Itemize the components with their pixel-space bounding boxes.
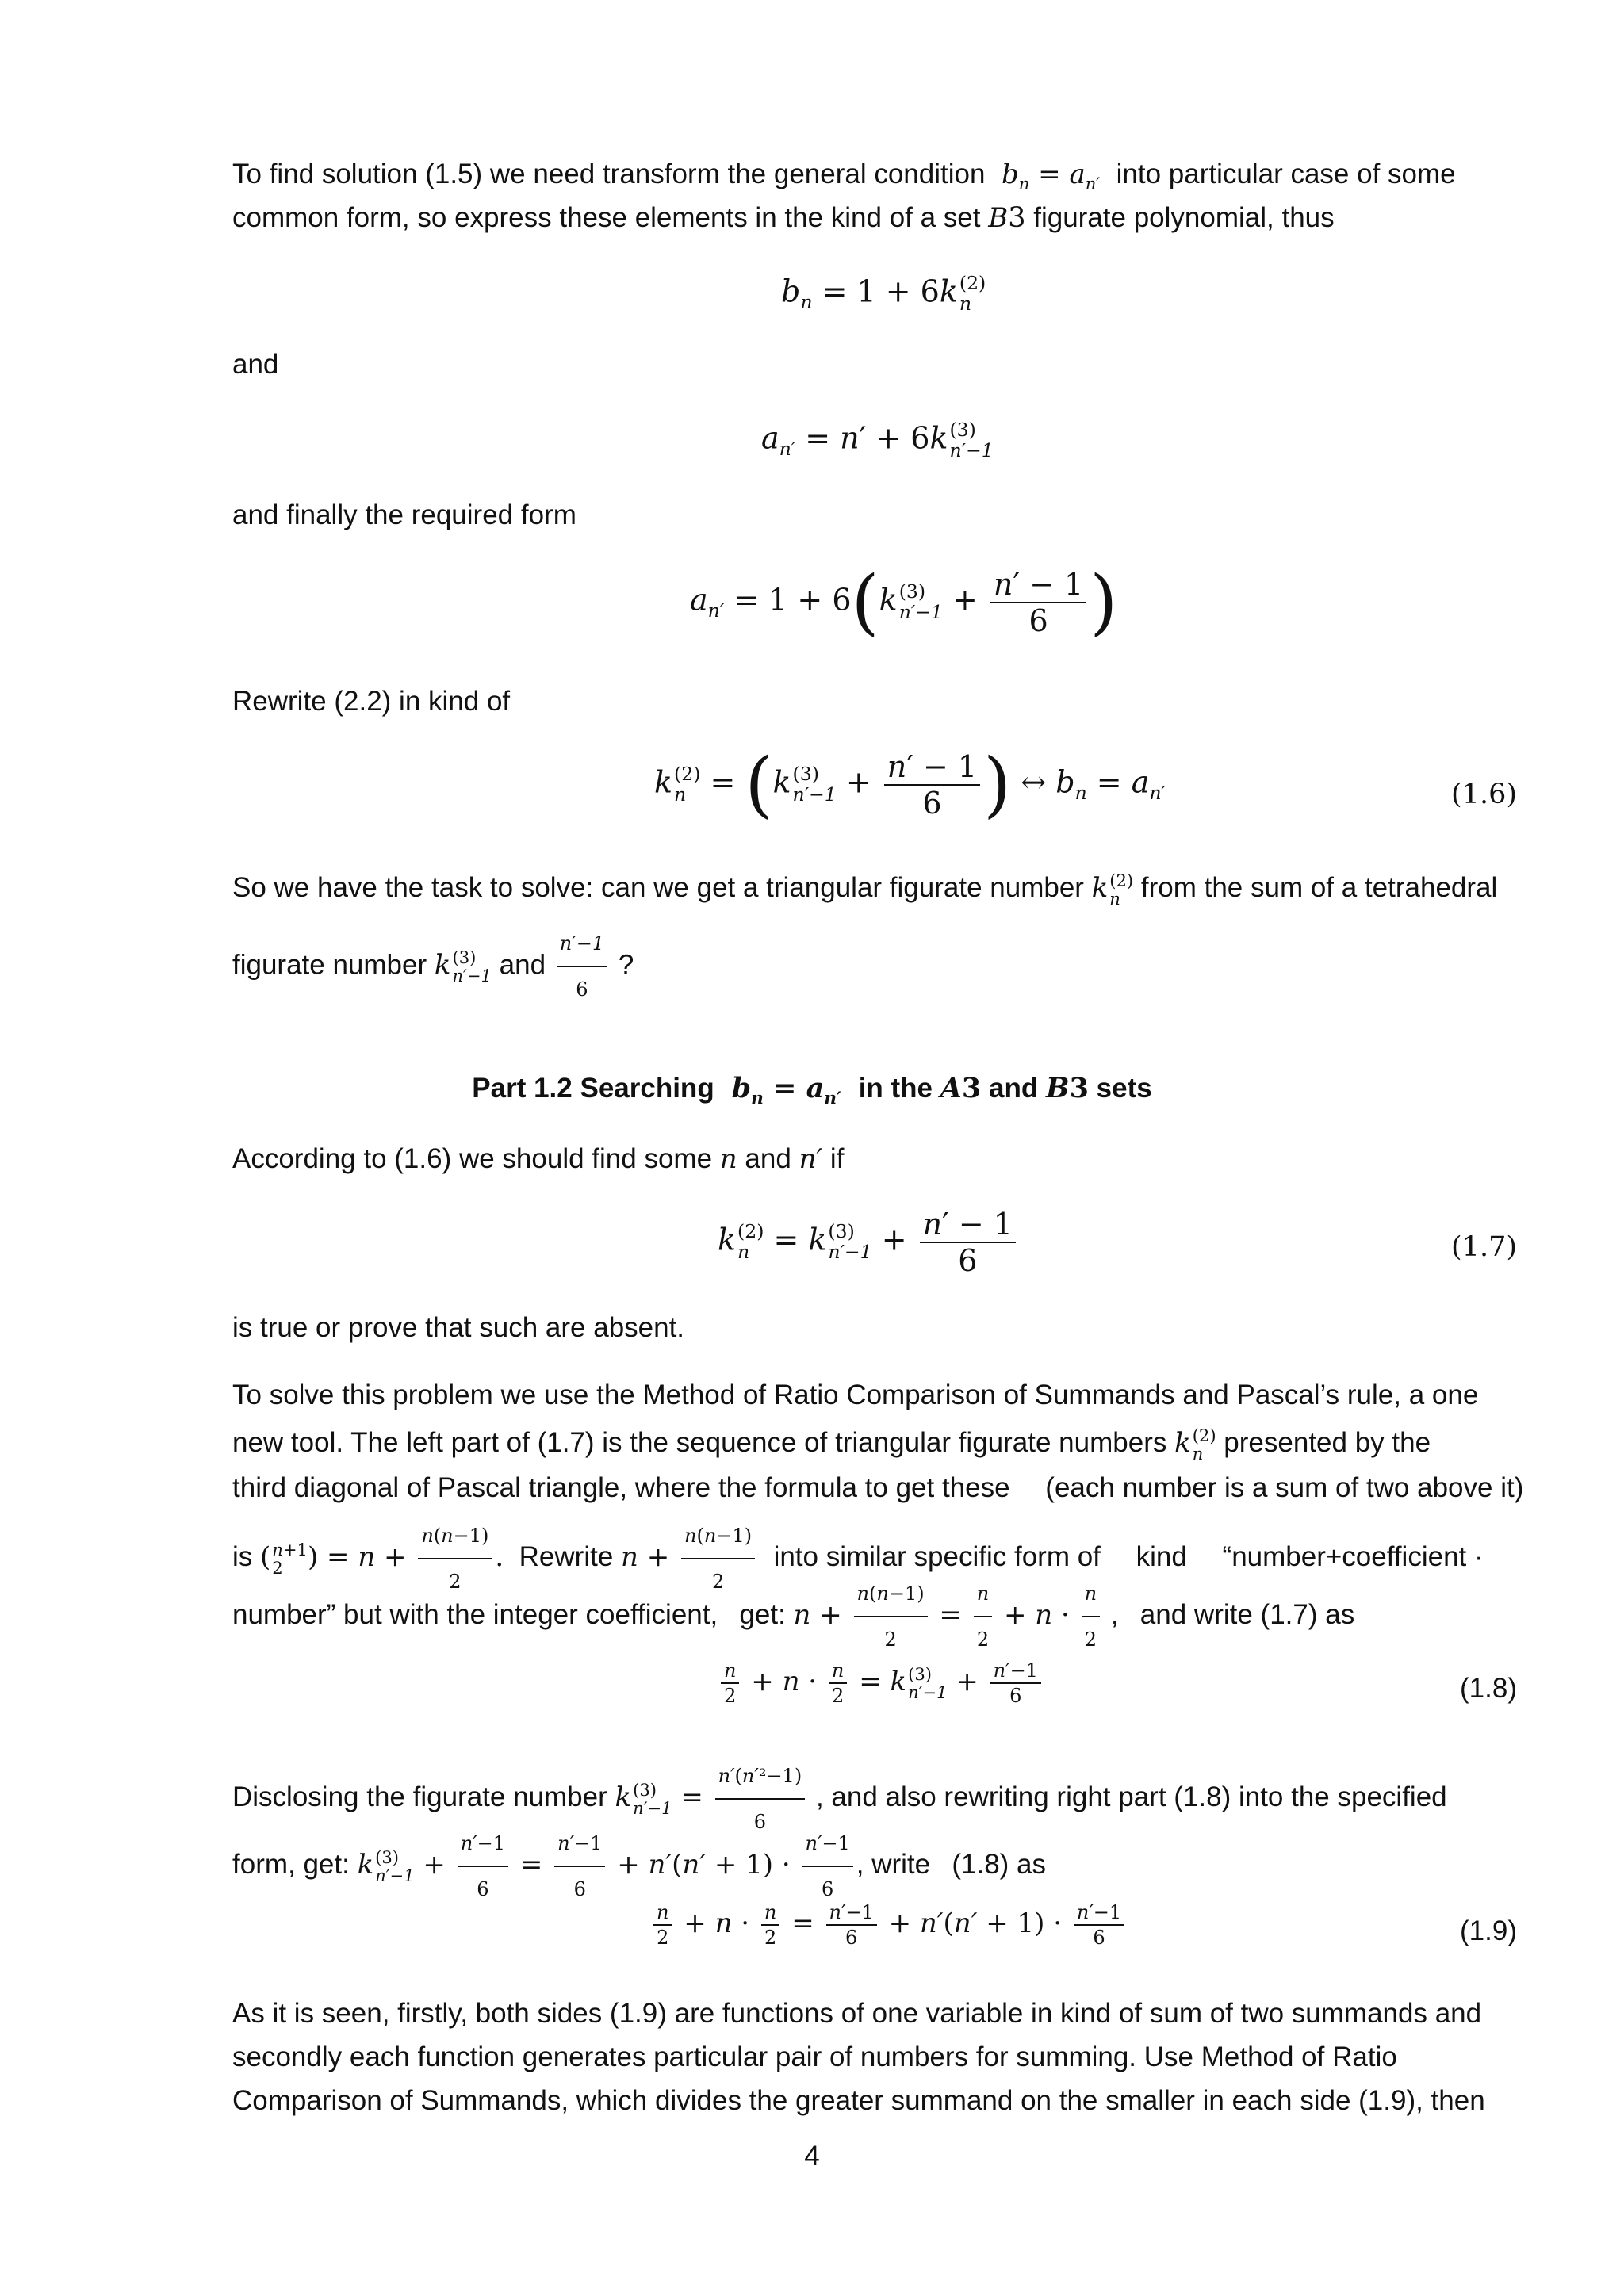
paragraph-task-line-1 (232, 868, 1497, 908)
text-run: new tool. The left part of (1.7) is the sequence of triangular figurate numbers (232, 1427, 1167, 1458)
paragraph-solve-line-1: To solve this problem we use the Method of Ratio Comparison of Summands and Pascal’s rule, a one (232, 1380, 1479, 1410)
inline-math: B (988, 202, 1009, 234)
text-and: and (232, 349, 279, 380)
paragraph-according: According to (1.6) we should find some n and n′ if (232, 1143, 845, 1175)
text-run: , and also rewriting right part (1.8) into the specified (815, 1781, 1447, 1812)
text-run: , and write (1.7) as (1110, 1599, 1355, 1630)
inline-fraction: $\frac{n'-1}{6}$ (557, 924, 607, 1009)
inline-math: k (2) n (1091, 870, 1134, 909)
text-run: figurate number (232, 949, 427, 981)
paragraph-disclosing-line-1: Disclosing the figurate number k (3) n′−1 = $\frac{\text{n′(n′²−1)}}{6}$ , and also rewriting right part (1.8) into the specified (232, 1756, 1447, 1842)
paragraph-solve-line-2: new tool. The left part of (1.7) is the sequence of triangular figurate numbers k (2) n presented by the (232, 1425, 1431, 1464)
text-run: number” but with the integer coefficient, get: (232, 1599, 786, 1630)
text-run: in the (858, 1073, 933, 1104)
equation-an: $a_{n'} = n' + 6k$ (3) n′−1 (761, 419, 994, 461)
equation-1-7: k (2) n = k (3) n′−1 + $\frac{n' - 1}{6}$ (718, 1209, 1019, 1276)
paragraph-solve-line-3: third diagonal of Pascal triangle, where the formula to get these (each number is a sum of two above it) (232, 1472, 1524, 1503)
text-run: common form, so express these elements in the kind of a set (232, 202, 981, 233)
text-run: and (745, 1143, 791, 1174)
text-run: into similar specific form of kind “number+coefficient · (773, 1541, 1484, 1572)
text-run: presented by the (1224, 1427, 1431, 1458)
equation-number-1-6: (1.6) (1451, 779, 1517, 810)
text-run: ? (618, 949, 634, 981)
text-run: from the sum of a tetrahedral (1140, 872, 1498, 903)
text-run: and (989, 1073, 1039, 1104)
text-and-finally: and finally the required form (232, 499, 576, 530)
text-run: , write (1.8) as (856, 1849, 1047, 1880)
text-run: So we have the task to solve: can we get a triangular figurate number (232, 872, 1084, 903)
text-run: form, get: (232, 1849, 350, 1880)
equation-required-form: $a_{n'} = 1 + 6(k$ (3) n′−1 + $\frac{n' - 1}{6}$ ) (690, 561, 1118, 644)
text-run: Disclosing the figurate number (232, 1781, 607, 1812)
equation-number-1-7: (1.7) (1451, 1231, 1517, 1263)
paragraph-intro-line-2: common form, so express these elements in the kind of a set B3 figurate polynomial, thus (232, 202, 1335, 234)
paragraph-seen-line-1: As it is seen, firstly, both sides (1.9) are functions of one variable in kind of sum of two summands and (232, 1998, 1482, 2029)
paragraph-solve-line-4: is ( n+1 2 ) = n + $\frac{n(n-1)}{2}$ . Rewrite n + $\frac{n(n-1)}{2}$ into similar specific form of kind “number+coefficient · (232, 1516, 1484, 1601)
equation-1-9: $\frac{n}{2}$ + n · $\frac{n}{2}$ = $\frac{n'-1}{6}$ + n′(n′ + 1) · $\frac{n'-1}{6}$ (650, 1903, 1128, 1947)
text-true-or: is true or prove that such are absent. (232, 1312, 685, 1343)
equation-1-6: k (2) n = (k (3) n′−1 + $\frac{n' - 1}{6}$ ) ↔ $b_n = a_{n'}$ (654, 743, 1166, 826)
equation-bn: $b_n = 1 + 6k$ (2) n (781, 272, 986, 315)
text-run: Part 1.2 Searching (472, 1073, 714, 1104)
text-run: To find solution (1.5) we need transform the general condition (232, 159, 986, 189)
paragraph-disclosing-line-2: form, get: k (3) n′−1 + $\frac{n'-1}{6}$ = $\frac{n'-1}{6}$ + n′(n′ + 1) · $\frac{n'-1}{6}$ , write (1.8) as (232, 1823, 1046, 1909)
text-run: According to (1.6) we should find some (232, 1143, 713, 1174)
equation-number-1-8: (1.8) (1460, 1673, 1517, 1704)
text-run: if (829, 1143, 845, 1174)
text-run: figurate polynomial, thus (1033, 202, 1335, 233)
text-run: is (232, 1541, 253, 1572)
equation-1-8: $\frac{n}{2}$ + n · $\frac{n}{2}$ = k (3) n′−1 + $\frac{n'-1}{6}$ (718, 1661, 1044, 1705)
paragraph-task-line-2 (232, 924, 634, 1009)
text-run: into particular case of some (1116, 159, 1456, 189)
paragraph-seen-line-2: secondly each function generates particular pair of numbers for summing. Use Method of Ratio (232, 2042, 1397, 2072)
text-run: Rewrite (519, 1541, 614, 1572)
inline-math: $b_n = a_{n'}$ (993, 159, 1101, 193)
text-run: and (499, 949, 546, 981)
paragraph-solve-line-5: number” but with the integer coefficient, get: n + $\frac{n(n-1)}{2}$ = $\frac{n}{2}$ + n · $\frac{n}{2}$ , and write (1.7) as (232, 1574, 1354, 1659)
equation-number-1-9: (1.9) (1460, 1915, 1517, 1946)
paragraph-intro-line-1 (232, 155, 1456, 204)
paragraph-seen-line-3: Comparison of Summands, which divides the greater summand on the smaller in each side (1.9), then (232, 2085, 1485, 2116)
text-run: sets (1096, 1073, 1152, 1104)
page-number: 4 (804, 2141, 820, 2172)
text-rewrite: Rewrite (2.2) in kind of (232, 686, 511, 717)
section-heading: Part 1.2 Searching $b_n = a_{n'}$ in the A3 and B3 sets (472, 1072, 1152, 1108)
inline-math: k (3) n′−1 (434, 947, 492, 986)
